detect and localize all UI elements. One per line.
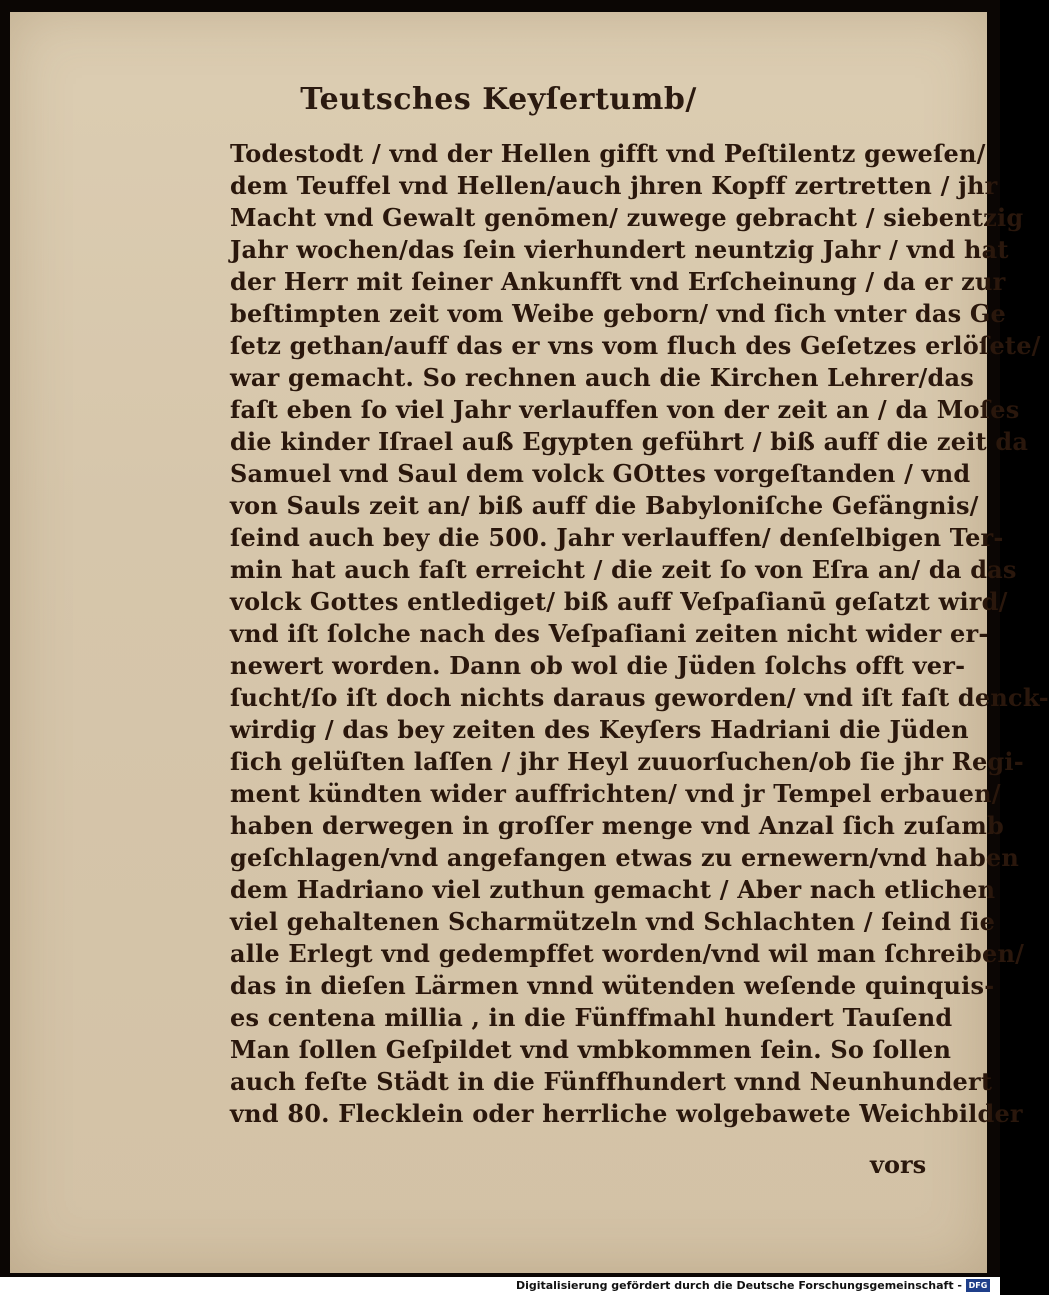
text-line: Todestodt / vnd der Hellen gifft vnd Peſtilentz geweſen/: [230, 139, 986, 168]
text-line: Samuel vnd Saul dem volck GOttes vorgeſtanden / vnd: [230, 459, 971, 488]
text-line: Man ſollen Geſpildet vnd vmbkommen ſein. So ſollen: [230, 1035, 952, 1064]
text-line: volck Gottes entlediget/ biß auff Veſpaſianū geſatzt wird/: [230, 587, 1008, 616]
text-line: Jahr wochen/das ſein vierhundert neuntzig Jahr / vnd hat: [230, 235, 1009, 264]
body-text: [230, 138, 1049, 1130]
text-line: newert worden. Dann ob wol die Jüden ſolchs offt ver-: [230, 651, 966, 680]
text-line: dem Hadriano viel zuthun gemacht / Aber nach etlichen: [230, 875, 996, 904]
text-line: beſtimpten zeit vom Weibe geborn/ vnd ſich vnter das Ge: [230, 299, 1007, 328]
text-line: dem Teuffel vnd Hellen/auch jhren Kopff zertretten / jhr: [230, 171, 998, 200]
text-line: vnd 80. Flecklein oder herrliche wolgebawete Weichbilder: [230, 1099, 1023, 1128]
text-line: der Herr mit ſeiner Ankunfft vnd Erſcheinung / da er zur: [230, 267, 1006, 296]
footer-bar: [0, 1277, 1000, 1295]
page-paper: [10, 12, 1049, 1273]
text-line: auch feſte Städt in die Fünffhundert vnnd Neunhundert: [230, 1067, 993, 1096]
text-line: von Sauls zeit an/ biß auff die Babyloniſche Gefängnis/: [230, 491, 979, 520]
text-line: faſt eben ſo viel Jahr verlauffen von der zeit an / da Moſes: [230, 395, 1020, 424]
text-line: es centena millia , in die Fünffmahl hundert Tauſend: [230, 1003, 953, 1032]
text-line: ſetz gethan/auff das er vns vom fluch des Geſetzes erlöſete/: [230, 331, 1041, 360]
text-line: ſeind auch bey die 500. Jahr verlauffen/ denſelbigen Ter-: [230, 523, 1004, 552]
running-header: Teutsches Keyſertumb/: [300, 82, 697, 117]
text-line: min hat auch faſt erreicht / die zeit ſo von Eſra an/ da das: [230, 555, 1017, 584]
text-line: viel gehaltenen Scharmützeln vnd Schlachten / ſeind ſie: [230, 907, 996, 936]
text-line: vnd iſt ſolche nach des Veſpaſiani zeiten nicht wider er-: [230, 619, 989, 648]
text-line: war gemacht. So rechnen auch die Kirchen Lehrer/das: [230, 363, 974, 392]
text-line: haben derwegen in groſſer menge vnd Anzal ſich zuſamb: [230, 811, 1004, 840]
text-line: wirdig / das bey zeiten des Keyſers Hadriani die Jüden: [230, 715, 969, 744]
text-line: ment kündten wider auffrichten/ vnd jr Tempel erbauen/: [230, 779, 1001, 808]
text-line: die kinder Iſrael auß Egypten geführt / biß auff die zeit da: [230, 427, 1029, 456]
text-line: Macht vnd Gewalt genōmen/ zuwege gebracht / siebentzig: [230, 203, 1024, 232]
text-line: das in dieſen Lärmen vnnd wütenden weſende quinquis-: [230, 971, 995, 1000]
catchword: vors: [870, 1150, 927, 1179]
dfg-logo-icon: DFG: [966, 1279, 990, 1292]
text-line: alle Erlegt vnd gedempffet worden/vnd wil man ſchreiben/: [230, 939, 1025, 968]
text-line: geſchlagen/vnd angefangen etwas zu ernewern/vnd haben: [230, 843, 1020, 872]
text-line: ſucht/ſo iſt doch nichts daraus geworden/ vnd iſt faſt denck-: [230, 683, 1049, 712]
text-line: ſich gelüſten laſſen / jhr Heyl zuuorſuchen/ob ſie jhr Regi-: [230, 747, 1024, 776]
funding-credit: Digitalisierung gefördert durch die Deutsche Forschungsgemeinschaft -: [515, 1279, 962, 1292]
